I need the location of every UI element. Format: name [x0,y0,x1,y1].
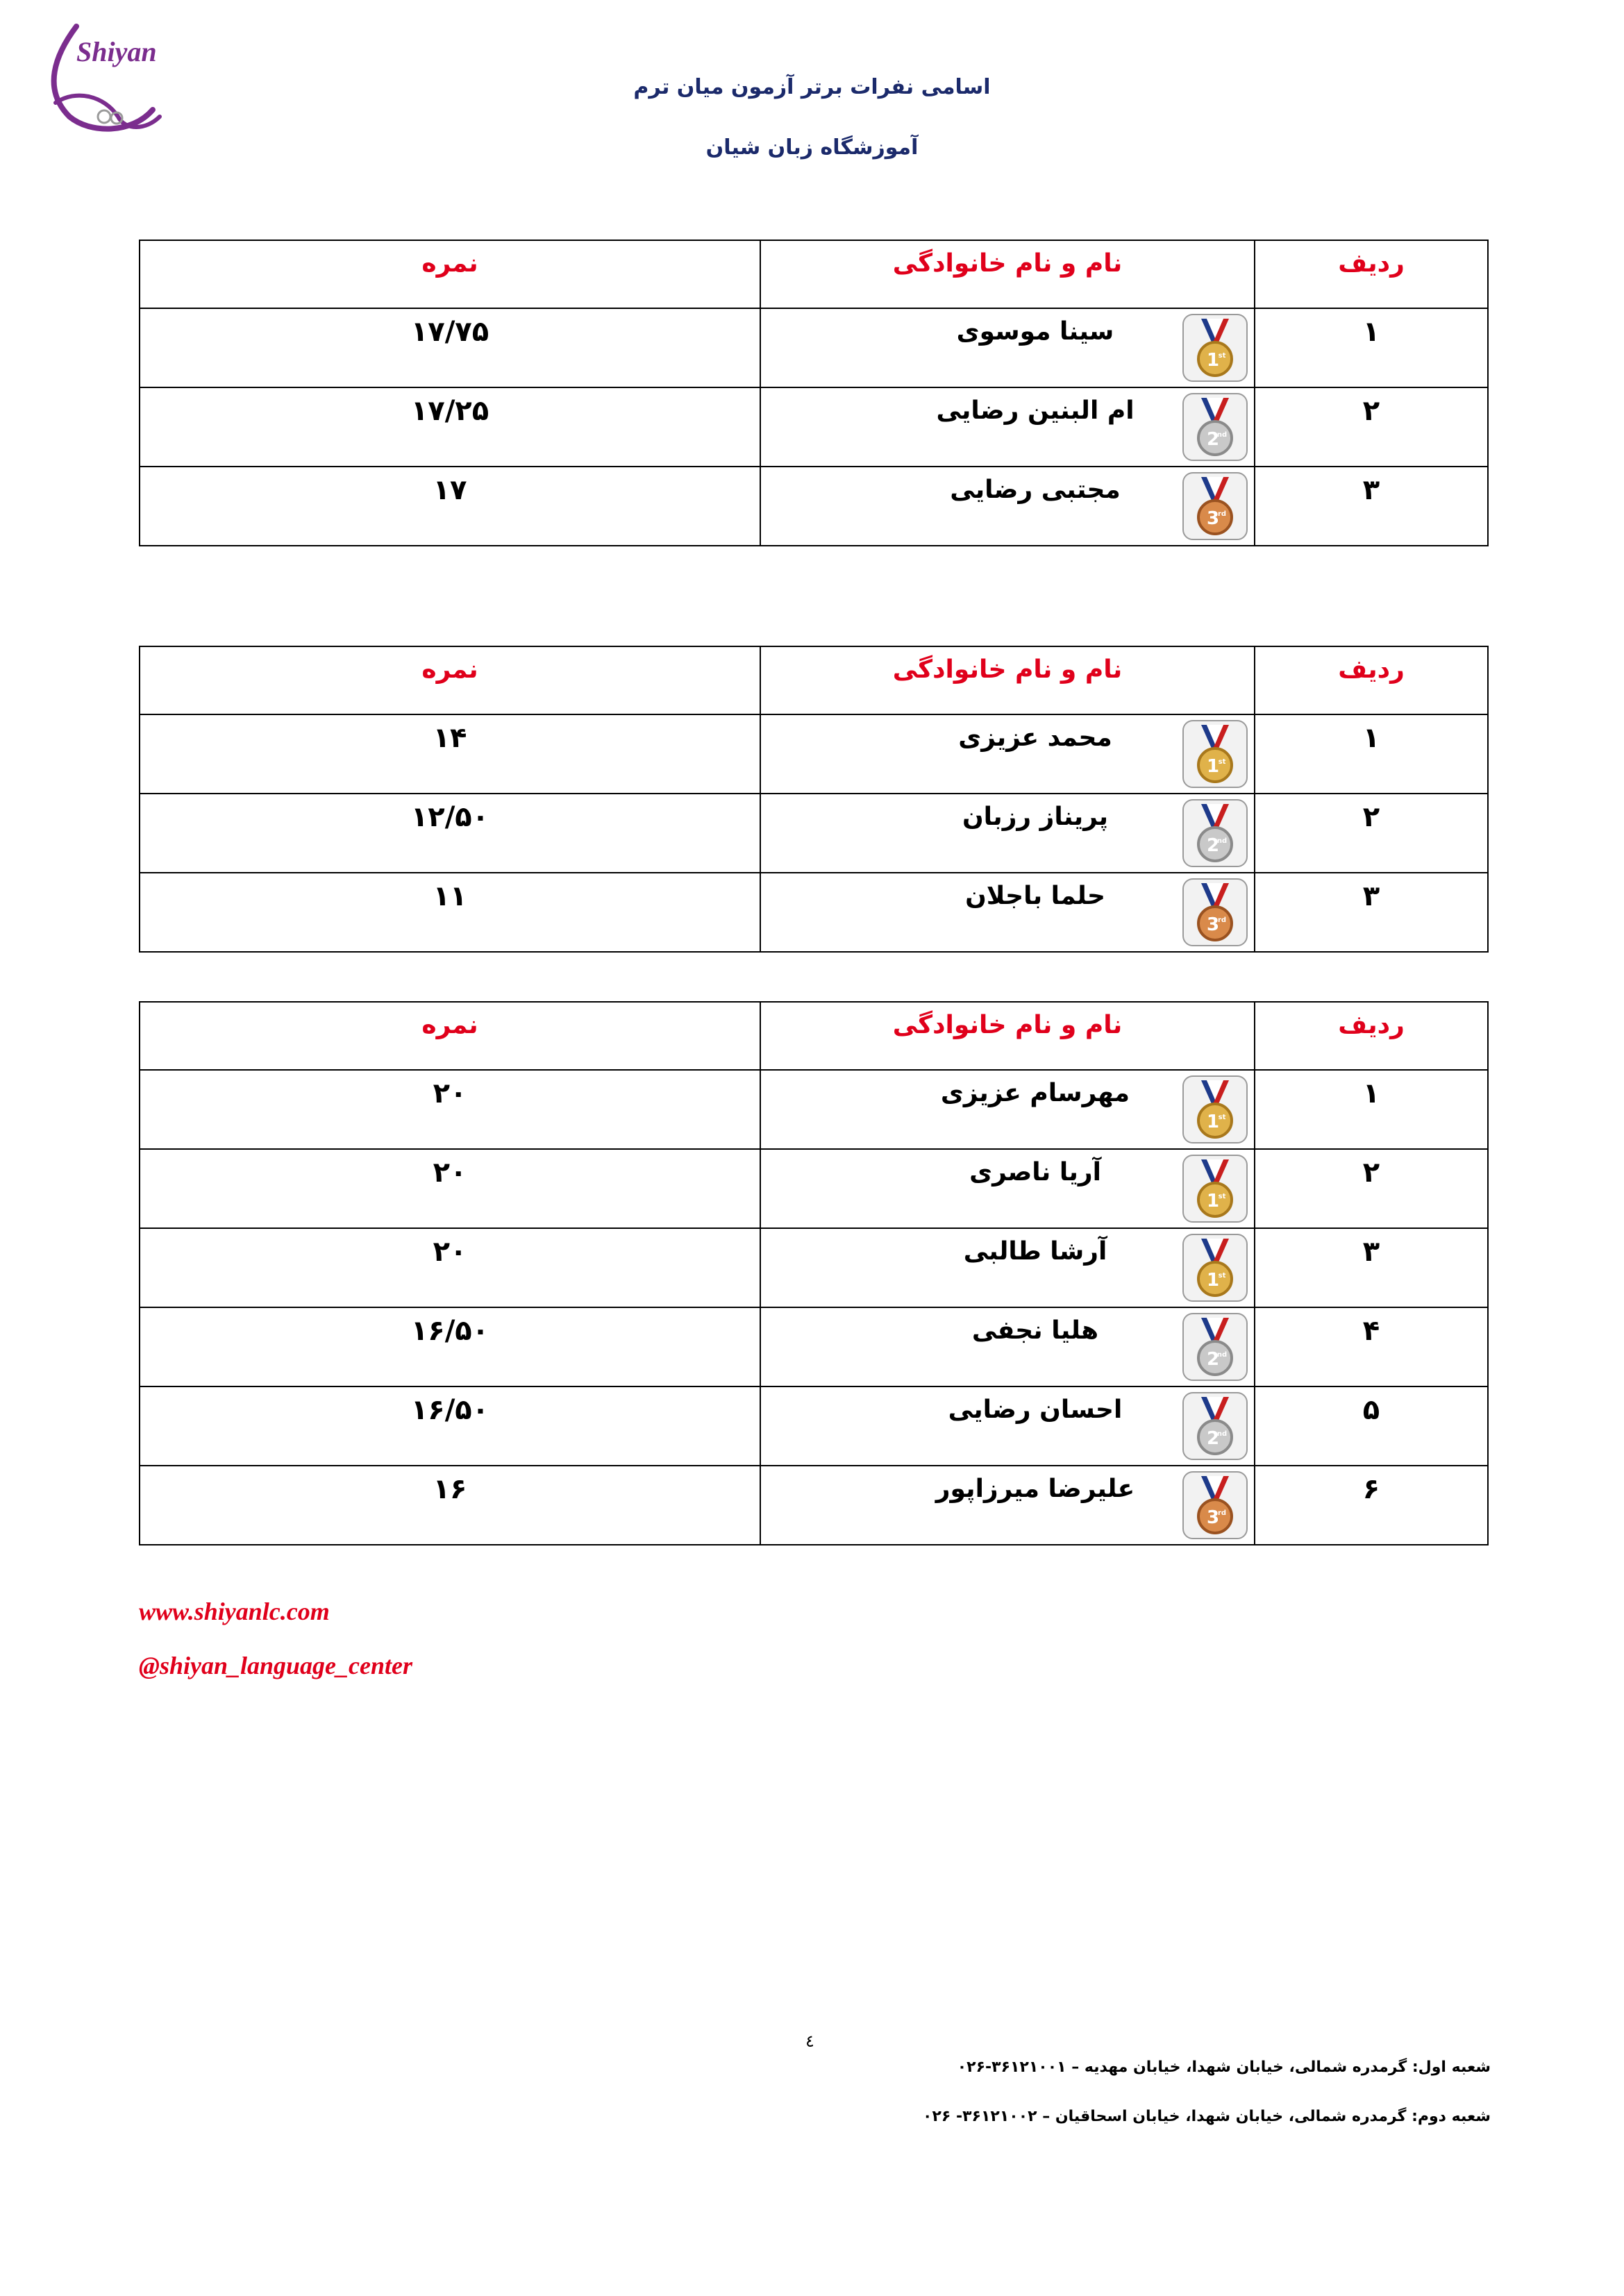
svg-text:rd: rd [1217,916,1227,924]
name-cell [760,873,1255,952]
score-cell: ۱۷ [140,467,760,546]
student-name: آرشا طالبی [963,1237,1107,1266]
table-row [140,794,1488,873]
student-name: مهرسام عزیزی [940,1079,1130,1107]
name-cell [760,467,1255,546]
rank-cell: ۱ [1255,714,1488,794]
silver-medal-icon [1182,392,1248,462]
svg-text:nd: nd [1216,837,1228,845]
name-cell [760,1466,1255,1545]
gold-medal-icon [1182,1154,1248,1223]
table-header-row [140,1002,1488,1070]
svg-text:nd: nd [1216,431,1228,439]
name-cell [760,1386,1255,1466]
table-row [140,1149,1488,1228]
svg-text:st: st [1218,352,1226,360]
rank-header: ردیف [1255,646,1488,714]
table-row [140,1070,1488,1149]
svg-text:st: st [1218,758,1226,766]
score-cell: ۱۷/۲۵ [140,387,760,467]
svg-text:1: 1 [1206,1270,1220,1291]
score-cell: ۱۱ [140,873,760,952]
branch-2-address: شعبه دوم: گرمدره شمالی، خیابان شهدا، خیابان اسحاقیان – ۳۶۱۲۱۰۰۲- ۰۲۶ [923,2108,1491,2125]
svg-text:st: st [1218,1272,1226,1280]
svg-text:3: 3 [1206,508,1220,529]
gold-medal-icon [1182,313,1248,383]
name-cell [760,308,1255,387]
table-row [140,1228,1488,1307]
svg-text:3: 3 [1206,914,1220,935]
bronze-medal-icon [1182,471,1248,541]
score-header: نمره [140,646,760,714]
svg-text:1: 1 [1206,1112,1220,1132]
score-cell: ۱۶/۵۰ [140,1386,760,1466]
rank-cell: ۲ [1255,1149,1488,1228]
rank-cell: ۵ [1255,1386,1488,1466]
svg-text:2: 2 [1206,1428,1220,1449]
table-row [140,1386,1488,1466]
rank-cell: ۱ [1255,308,1488,387]
gold-medal-icon [1182,1075,1248,1144]
score-cell: ۱۶/۵۰ [140,1307,760,1386]
rank-cell: ۲ [1255,387,1488,467]
rank-header: ردیف [1255,240,1488,308]
score-header: نمره [140,1002,760,1070]
score-cell: ۱۶ [140,1466,760,1545]
bronze-medal-icon [1182,1470,1248,1540]
rank-cell: ۳ [1255,1228,1488,1307]
silver-medal-icon [1182,798,1248,868]
name-cell [760,714,1255,794]
rank-cell: ۱ [1255,1070,1488,1149]
name-header: نام و نام خانوادگی [760,240,1255,308]
silver-medal-icon [1182,1391,1248,1461]
table-row [140,1466,1488,1545]
name-header: نام و نام خانوادگی [760,1002,1255,1070]
rank-header: ردیف [1255,1002,1488,1070]
silver-medal-icon [1182,1312,1248,1382]
score-cell: ۱۷/۷۵ [140,308,760,387]
score-header: نمره [140,240,760,308]
svg-text:nd: nd [1216,1430,1228,1438]
rank-cell: ۳ [1255,873,1488,952]
student-name: ام البنین رضایی [936,396,1135,425]
student-name: سینا موسوی [956,317,1114,346]
student-name: علیرضا میرزاپور [935,1475,1135,1503]
rank-cell: ۳ [1255,467,1488,546]
svg-text:2: 2 [1206,429,1220,450]
score-cell: ۲۰ [140,1228,760,1307]
name-cell [760,387,1255,467]
svg-text:1: 1 [1206,350,1220,371]
score-cell: ۲۰ [140,1070,760,1149]
svg-text:3: 3 [1206,1507,1220,1528]
score-cell: ۱۲/۵۰ [140,794,760,873]
student-name: مجتبی رضایی [950,476,1121,504]
svg-text:1: 1 [1206,756,1220,777]
rank-cell: ۶ [1255,1466,1488,1545]
gold-medal-icon [1182,719,1248,789]
svg-text:st: st [1218,1114,1226,1121]
name-cell [760,1070,1255,1149]
svg-text:1: 1 [1206,1191,1220,1212]
table-row [140,467,1488,546]
svg-text:2: 2 [1206,1349,1220,1370]
svg-text:Shiyan: Shiyan [76,36,157,67]
table-row [140,308,1488,387]
score-cell: ۲۰ [140,1149,760,1228]
student-name: هلیا نجفی [971,1316,1099,1345]
name-cell [760,1149,1255,1228]
table-row [140,873,1488,952]
instagram-handle[interactable]: @shiyan_language_center [139,1652,412,1679]
svg-text:rd: rd [1217,510,1227,518]
results-table-2 [139,646,1489,953]
student-name: محمد عزیزی [958,723,1112,752]
results-table-1 [139,240,1489,546]
table-row [140,714,1488,794]
page-title: اسامی نفرات برتر آزمون میان ترم [633,75,991,99]
svg-text:rd: rd [1217,1509,1227,1517]
website-link[interactable]: www.shiyanlc.com [139,1598,330,1625]
results-table-3 [139,1001,1489,1545]
rank-cell: ۲ [1255,794,1488,873]
student-name: پریناز رزبان [962,803,1109,831]
svg-text:2: 2 [1206,835,1220,856]
name-cell [760,1307,1255,1386]
svg-text:nd: nd [1216,1351,1228,1359]
table-header-row [140,646,1488,714]
name-cell [760,794,1255,873]
table-row [140,387,1488,467]
table-header-row [140,240,1488,308]
svg-text:st: st [1218,1193,1226,1200]
name-header: نام و نام خانوادگی [760,646,1255,714]
student-name: احسان رضایی [948,1396,1123,1424]
branch-1-address: شعبه اول: گرمدره شمالی، خیابان شهدا، خیابان مهدیه – ۳۶۱۲۱۰۰۱-۰۲۶ [957,2059,1491,2076]
gold-medal-icon [1182,1233,1248,1302]
page-number: ٤ [805,2031,814,2051]
rank-cell: ۴ [1255,1307,1488,1386]
table-row [140,1307,1488,1386]
bronze-medal-icon [1182,878,1248,947]
name-cell [760,1228,1255,1307]
student-name: حلما باجلان [965,882,1105,910]
page-subtitle: آموزشگاه زبان شیان [705,135,919,160]
score-cell: ۱۴ [140,714,760,794]
student-name: آریا ناصری [969,1158,1101,1187]
